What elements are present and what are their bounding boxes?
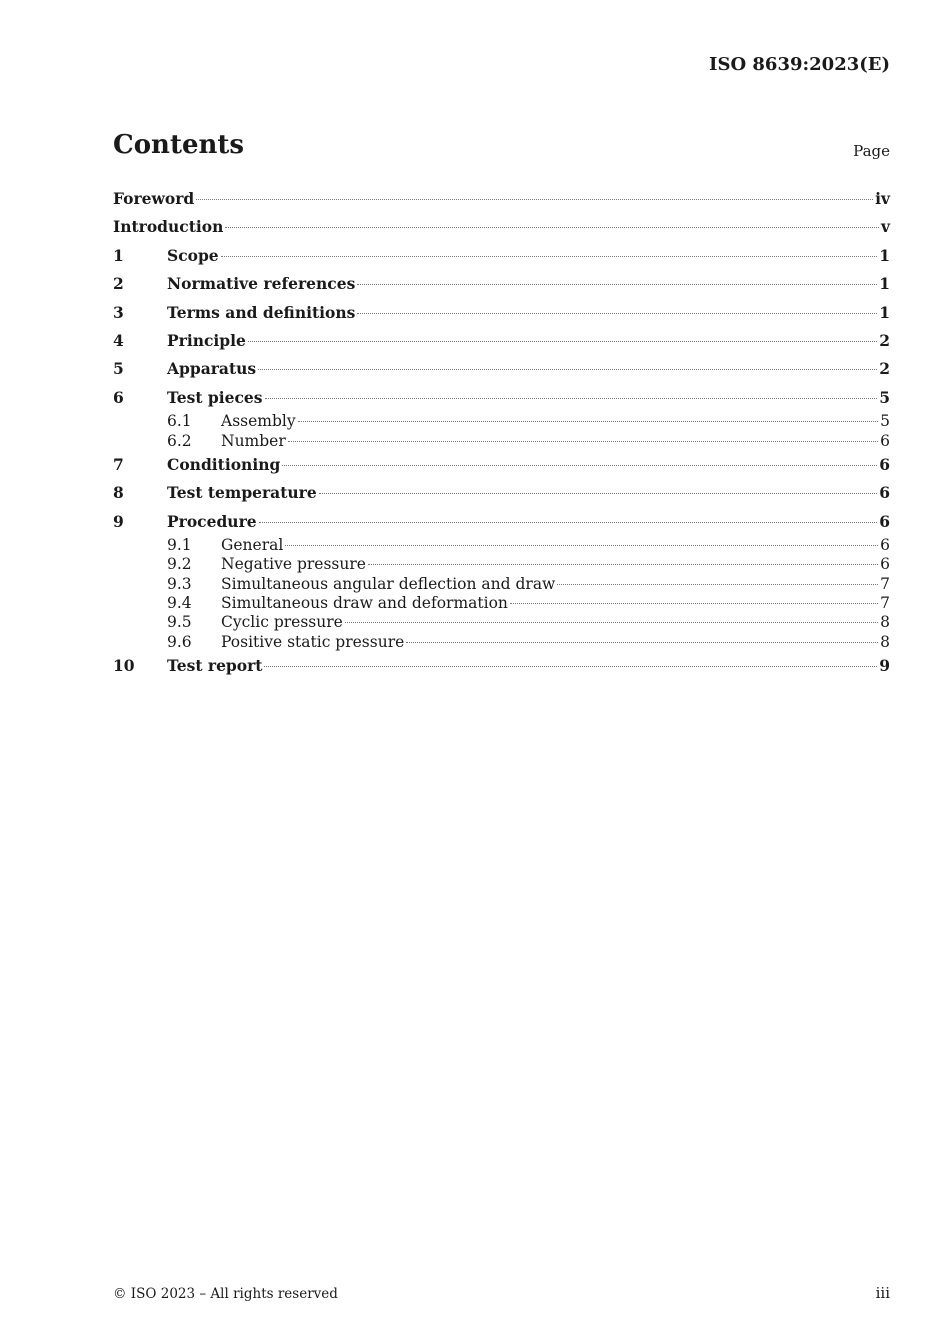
toc-page: 5 <box>880 412 890 431</box>
toc-label: Test pieces <box>167 387 263 407</box>
dot-leader <box>285 545 878 546</box>
copyright-notice: © ISO 2023 – All rights reserved <box>113 1286 338 1302</box>
toc-number: 7 <box>113 454 124 474</box>
toc-entry-cyclic-pressure[interactable] <box>113 613 890 632</box>
dot-leader <box>282 465 877 466</box>
toc-entry-angular-deflection-and-draw[interactable] <box>113 575 890 594</box>
dot-leader <box>288 441 878 442</box>
dot-leader <box>221 256 878 257</box>
toc-page: 1 <box>879 274 890 294</box>
toc-page: 2 <box>879 359 890 379</box>
toc-number: 9.3 <box>167 574 192 593</box>
dot-leader <box>357 284 877 285</box>
toc-page: 8 <box>880 613 890 632</box>
toc-number: 9.6 <box>167 632 192 651</box>
toc-entry-draw-and-deformation[interactable] <box>113 594 890 613</box>
toc-label: Apparatus <box>167 359 257 379</box>
toc-entry-principle[interactable] <box>113 327 890 355</box>
dot-leader <box>357 313 877 314</box>
toc-label: Introduction <box>113 217 224 237</box>
toc-entry-terms-and-definitions[interactable] <box>113 299 890 327</box>
toc-number: 4 <box>113 331 124 351</box>
toc-number: 2 <box>113 274 124 294</box>
toc-page: v <box>880 217 890 237</box>
dot-leader <box>510 603 878 604</box>
toc-entry-general[interactable] <box>113 536 890 555</box>
dot-leader <box>196 199 873 200</box>
toc-page: 7 <box>880 574 890 593</box>
toc-label: Positive static pressure <box>221 632 405 651</box>
toc-number: 5 <box>113 359 124 379</box>
toc-label: Assembly <box>221 412 296 431</box>
toc-label: Test report <box>167 655 263 675</box>
toc-number: 3 <box>113 302 124 322</box>
page-title: Contents <box>113 130 245 160</box>
dot-leader <box>225 227 879 228</box>
toc-label: Normative references <box>167 274 356 294</box>
toc-entry-procedure[interactable] <box>113 508 890 536</box>
toc-page: 6 <box>879 511 890 531</box>
toc-entry-apparatus[interactable] <box>113 355 890 383</box>
dot-leader <box>319 493 878 494</box>
dot-leader <box>345 622 878 623</box>
toc-entry-introduction[interactable] <box>113 213 890 241</box>
toc-page: iv <box>875 189 890 208</box>
toc-label: Test temperature <box>167 483 317 503</box>
toc-entry-test-temperature[interactable] <box>113 479 890 507</box>
toc-number: 6 <box>113 387 124 407</box>
document-id: ISO 8639:2023(E) <box>709 54 890 75</box>
toc-entry-number[interactable] <box>113 432 890 451</box>
toc-entry-assembly[interactable] <box>113 412 890 431</box>
toc-label: Procedure <box>167 511 257 531</box>
toc-entry-positive-static-pressure[interactable] <box>113 633 890 652</box>
toc-label: Negative pressure <box>221 555 366 574</box>
toc-number: 1 <box>113 245 124 265</box>
toc-entry-normative-references[interactable] <box>113 270 890 298</box>
toc-page: 1 <box>879 245 890 265</box>
page-column-label: Page <box>853 142 890 160</box>
toc-label: Cyclic pressure <box>221 613 343 632</box>
toc-entry-test-report[interactable] <box>113 652 890 680</box>
toc-label: Simultaneous angular deflection and draw <box>221 574 556 593</box>
toc-label: Number <box>221 431 286 450</box>
toc-entry-foreword[interactable] <box>113 185 890 213</box>
toc-label: Conditioning <box>167 454 281 474</box>
toc-label: Foreword <box>113 189 195 208</box>
toc-number: 9.2 <box>167 555 192 574</box>
toc-page: 8 <box>880 632 890 651</box>
toc-number: 9.1 <box>167 536 192 555</box>
toc-entry-test-pieces[interactable] <box>113 384 890 412</box>
toc-page: 7 <box>880 593 890 612</box>
toc-label: Terms and definitions <box>167 302 356 322</box>
dot-leader <box>368 564 878 565</box>
toc-label: General <box>221 536 284 555</box>
toc-page: 5 <box>879 387 890 407</box>
toc-entry-negative-pressure[interactable] <box>113 555 890 574</box>
toc-page: 1 <box>879 302 890 322</box>
toc-page: 9 <box>879 655 890 675</box>
toc-entry-conditioning[interactable] <box>113 451 890 479</box>
toc-page: 6 <box>879 483 890 503</box>
toc-number: 6.1 <box>167 412 192 431</box>
dot-leader <box>298 421 879 422</box>
dot-leader <box>264 666 877 667</box>
toc-number: 9.5 <box>167 613 192 632</box>
table-of-contents <box>113 185 890 680</box>
toc-label: Simultaneous draw and deformation <box>221 593 508 612</box>
toc-label: Principle <box>167 331 246 351</box>
dot-leader <box>258 369 877 370</box>
dot-leader <box>406 642 878 643</box>
toc-number: 10 <box>113 655 135 675</box>
toc-page: 6 <box>879 454 890 474</box>
dot-leader <box>265 398 878 399</box>
dot-leader <box>248 341 877 342</box>
toc-page: 6 <box>880 555 890 574</box>
toc-number: 9 <box>113 511 124 531</box>
toc-page: 6 <box>880 536 890 555</box>
toc-number: 8 <box>113 483 124 503</box>
page-number: iii <box>875 1284 890 1302</box>
toc-entry-scope[interactable] <box>113 242 890 270</box>
toc-number: 6.2 <box>167 431 192 450</box>
toc-label: Scope <box>167 245 219 265</box>
toc-page: 2 <box>879 331 890 351</box>
toc-number: 9.4 <box>167 593 192 612</box>
toc-page: 6 <box>880 431 890 450</box>
dot-leader <box>259 522 878 523</box>
dot-leader <box>557 584 878 585</box>
